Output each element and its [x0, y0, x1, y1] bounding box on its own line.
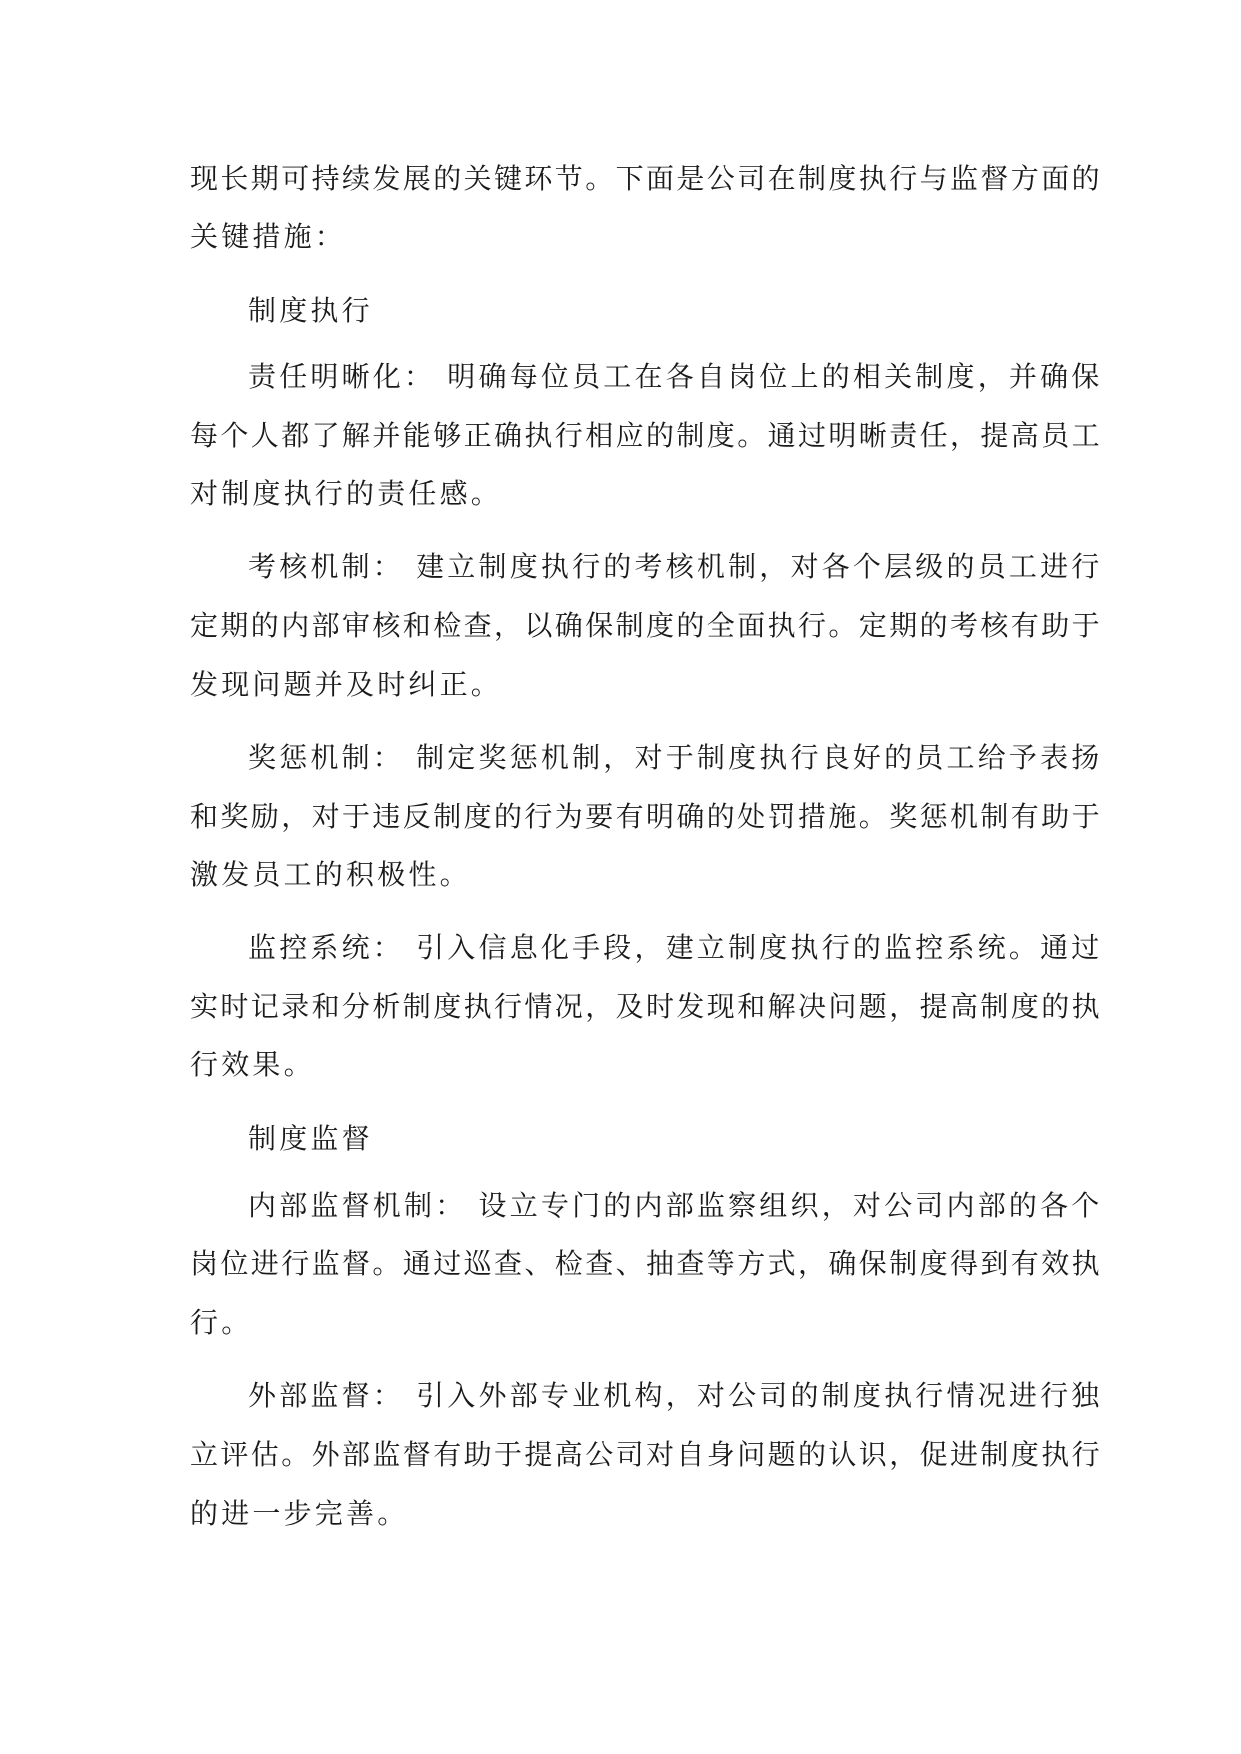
- section-heading: 制度监督: [248, 1122, 373, 1155]
- paragraph-line: 行效果。: [190, 1048, 315, 1081]
- paragraph-line: 的进一步完善。: [190, 1497, 409, 1530]
- paragraph-line: 责任明晰化： 明确每位员工在各自岗位上的相关制度，并确保: [248, 360, 1103, 393]
- paragraph-line: 外部监督： 引入外部专业机构，对公司的制度执行情况进行独: [248, 1379, 1103, 1412]
- paragraph-line: 每个人都了解并能够正确执行相应的制度。通过明晰责任，提高员工: [190, 419, 1103, 452]
- paragraph-line: 考核机制： 建立制度执行的考核机制，对各个层级的员工进行: [248, 550, 1103, 583]
- paragraph-line: 奖惩机制： 制定奖惩机制，对于制度执行良好的员工给予表扬: [248, 741, 1103, 774]
- section-heading: 制度执行: [248, 294, 373, 327]
- paragraph-line: 岗位进行监督。通过巡查、检查、抽查等方式，确保制度得到有效执: [190, 1247, 1103, 1280]
- paragraph-line: 和奖励，对于违反制度的行为要有明确的处罚措施。奖惩机制有助于: [190, 800, 1103, 833]
- paragraph-line: 立评估。外部监督有助于提高公司对自身问题的认识，促进制度执行: [190, 1438, 1103, 1471]
- paragraph-line: 发现问题并及时纠正。: [190, 668, 503, 701]
- paragraph-line: 定期的内部审核和检查，以确保制度的全面执行。定期的考核有助于: [190, 609, 1103, 642]
- paragraph-line: 关键措施：: [190, 220, 347, 253]
- paragraph-line: 行。: [190, 1306, 253, 1339]
- paragraph-line: 现长期可持续发展的关键环节。下面是公司在制度执行与监督方面的: [190, 162, 1103, 195]
- paragraph-line: 实时记录和分析制度执行情况，及时发现和解决问题，提高制度的执: [190, 990, 1103, 1023]
- paragraph-line: 监控系统： 引入信息化手段，建立制度执行的监控系统。通过: [248, 931, 1103, 964]
- paragraph-line: 对制度执行的责任感。: [190, 477, 503, 510]
- paragraph-line: 内部监督机制： 设立专门的内部监察组织，对公司内部的各个: [248, 1189, 1103, 1222]
- paragraph-line: 激发员工的积极性。: [190, 858, 471, 891]
